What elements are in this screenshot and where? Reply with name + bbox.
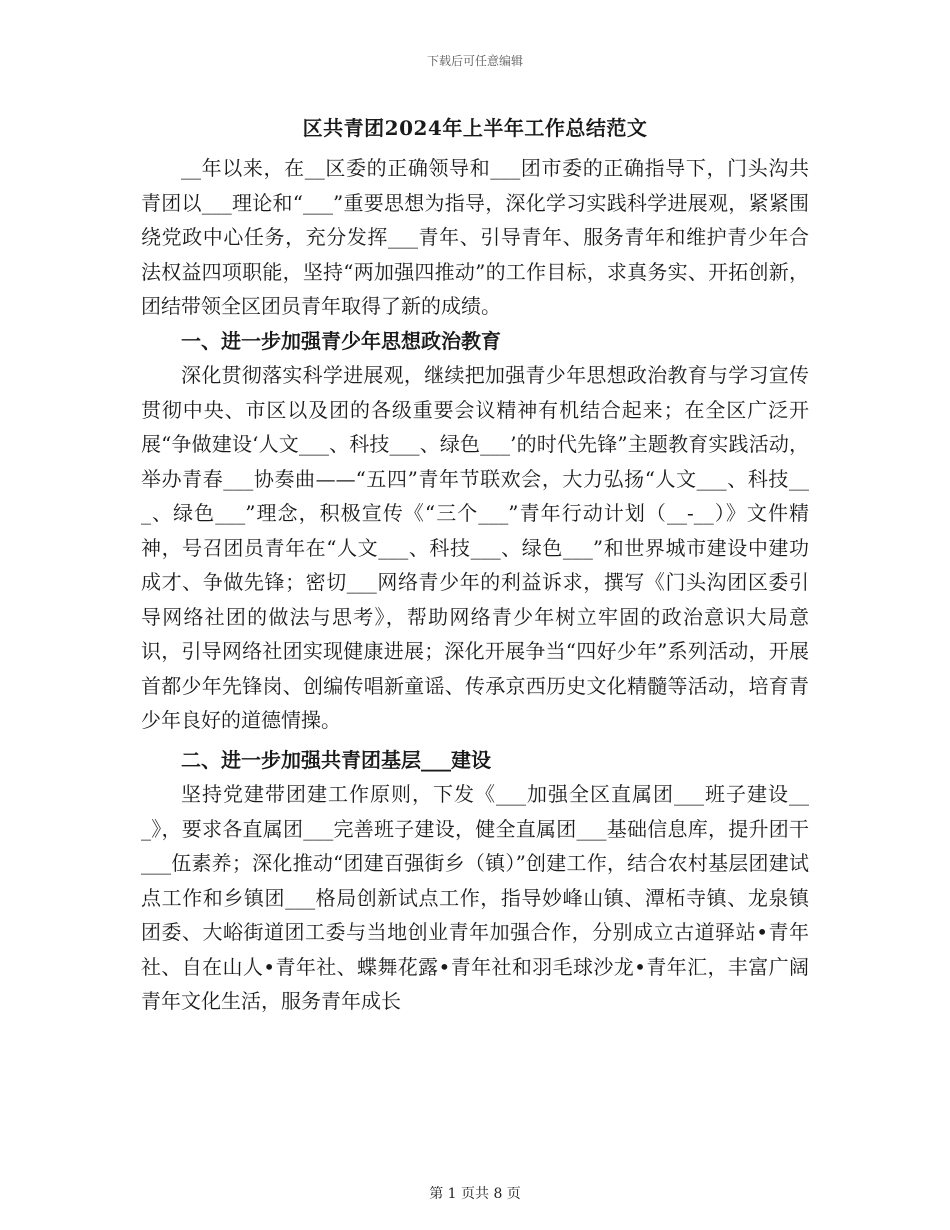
section-heading-1: 一、进一步加强青少年思想政治教育 bbox=[181, 328, 501, 353]
section-paragraph-2: 坚持党建带团建工作原则，下发《___加强全区直属团___班子建设___》，要求各直属团___完善班子建设，健全直属团___基础信息库，提升团干___伍素养；深化推动“团建百强街乡（镇）”创建工作，结合农村基层团建试点工作和乡镇团___格局创新试点工作，指导妙峰山镇、潭柘寺镇、龙泉镇团委、大峪街道团工委与当地创业青年加强合作，分别成立古道驿站•青年社、自在山人•青年社、蝶舞花露•青年社和羽毛球沙龙•青年汇，丰富广阔青年文化生活，服务青年成长 bbox=[141, 782, 809, 1013]
intro-paragraph: __年以来，在__区委的正确领导和___团市委的正确指导下，门头沟共青团以___理论和“___”重要思想为指导，深化学习实践科学进展观，紧紧围绕党政中心任务，充分发挥___青年、引导青年、服务青年和维护青少年合法权益四项职能，坚持“两加强四推动”的工作目标，求真务实、开拓创新，团结带领全区团员青年取得了新的成绩。 bbox=[141, 156, 809, 318]
document-title: 区共青团2024年上半年工作总结范文 bbox=[302, 116, 648, 140]
page-number: 第 1 页共 8 页 bbox=[429, 1186, 521, 1202]
section-paragraph-1: 深化贯彻落实科学进展观，继续把加强青少年思想政治教育与学习宣传贯彻中央、市区以及团的各级重要会议精神有机结合起来；在全区广泛开展“争做建设‘人文___、科技___、绿色___’的时代先锋”主题教育实践活动，举办青春___协奏曲——“五四”青年节联欢会，大力弘扬“人文___、科技___、绿色___”理念，积极宣传《“三个___”青年行动计划（__-__）》文件精神，号召团员青年在“人文___、科技___、绿色___”和世界城市建设中建功成才、争做先锋；密切___网络青少年的利益诉求，撰写《门头沟团区委引导网络社团的做法与思考》，帮助网络青少年树立牢固的政治意识大局意识，引导网络社团实现健康进展；深化开展争当“四好少年”系列活动，开展首都少年先锋岗、创编传唱新童谣、传承京西历史文化精髓等活动，培育青少年良好的道德情操。 bbox=[141, 363, 809, 732]
document-body bbox=[141, 105, 809, 1019]
section-heading-2: 二、进一步加强共青团基层___建设 bbox=[181, 747, 491, 772]
page-header-note: 下载后可任意编辑 bbox=[426, 54, 523, 68]
